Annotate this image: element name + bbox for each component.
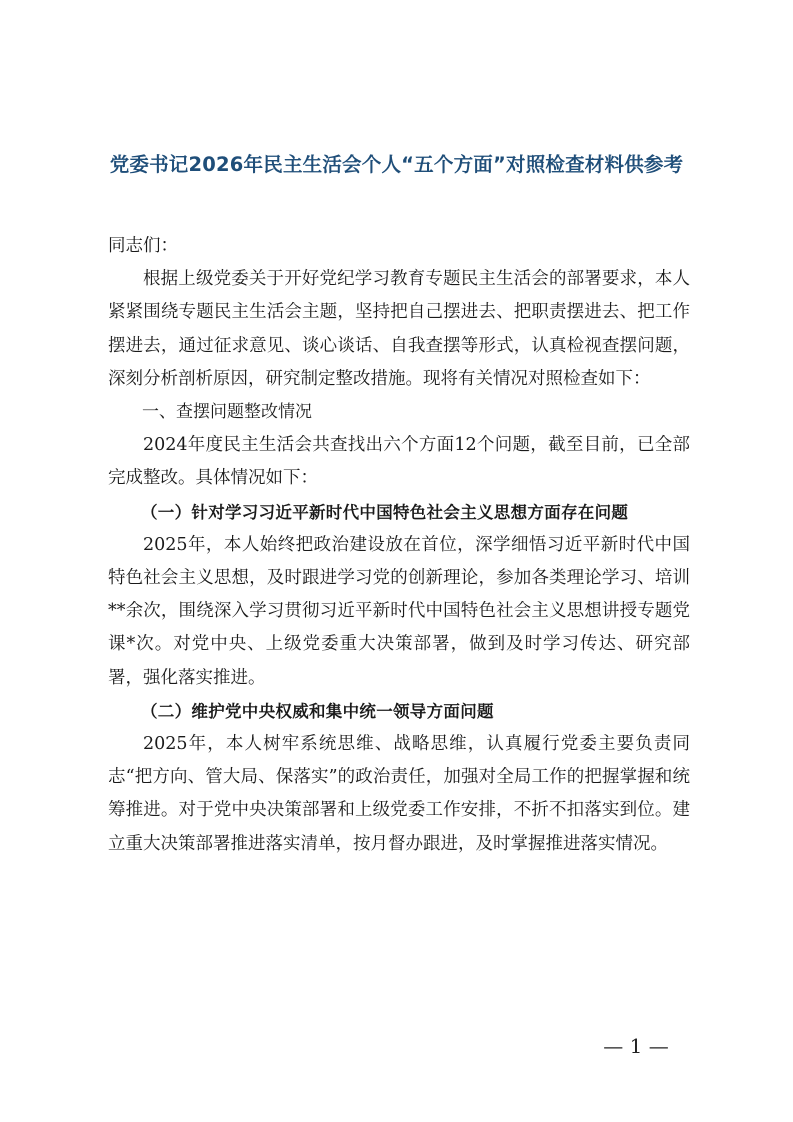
subsection-1-paragraph: 2025年，本人始终把政治建设放在首位，深学细悟习近平新时代中国特色社会主义思想，及时跟进学习党的创新理论，参加各类理论学习、培训**余次，围绕深入学习贯彻习近平新时代中国特色社会主义思想讲授专题党课*次。对党中央、上级党委重大决策部署，做到及时学习传达、研究部署，强化落实推进。 — [108, 534, 690, 688]
subsection-heading-1: （一）针对学习习近平新时代中国特色社会主义思想方面存在问题 — [141, 502, 629, 522]
section-heading-1: 一、查摆问题整改情况 — [142, 402, 312, 423]
document-title: 党委书记2026年民主生活会个人“五个方面”对照检查材料供参考 — [109, 153, 684, 176]
greeting: 同志们： — [108, 236, 178, 256]
document-body — [108, 230, 690, 861]
intro-paragraph: 根据上级党委关于开好党纪学习教育专题民主生活会的部署要求，本人紧紧围绕专题民主生活会主题，坚持把自己摆进去、把职责摆进去、把工作摆进去，通过征求意见、谈心谈话、自我查摆等形式，认真检视查摆问题，深刻分析剖析原因，研究制定整改措施。现将有关情况对照检查如下： — [108, 269, 690, 389]
section-1-paragraph: 2024年度民主生活会共查找出六个方面12个问题，截至目前，已全部完成整改。具体情况如下： — [108, 435, 690, 489]
subsection-heading-2: （二）维护党中央权威和集中统一领导方面问题 — [141, 701, 494, 721]
subsection-2-paragraph: 2025年，本人树牢系统思维、战略思维，认真履行党委主要负责同志“把方向、管大局、保落实”的政治责任，加强对全局工作的把握掌握和统筹推进。对于党中央决策部署和上级党委工作安排，不折不扣落实到位。建立重大决策部署推进落实清单，按月督办跟进，及时掌握推进落实情况。 — [108, 734, 690, 854]
page-number: — 1 — — [603, 1034, 669, 1058]
